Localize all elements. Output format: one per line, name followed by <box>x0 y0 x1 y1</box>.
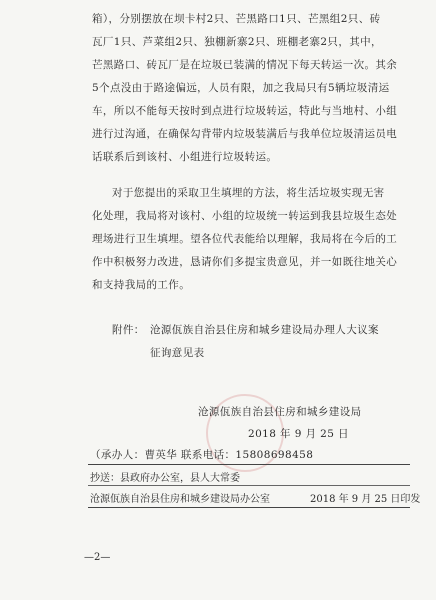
body-line: 理场进行卫生填埋。望各位代表能给以理解，我局将在今后的工 <box>92 233 398 245</box>
attachment-label: 附件： <box>112 324 145 336</box>
body-line: 箱），分别摆放在坝卡村2只、芒黑路口1只、芒黑组2只、砖 <box>92 13 381 25</box>
signature-date: 2018 年 9 月 25 日 <box>248 428 349 440</box>
cc-line: 抄送：县政府办公室，县人大常委 <box>90 473 240 484</box>
body-line: 进行过沟通，在确保勾背带内垃圾装满后与我单位垃圾清运员电 <box>92 128 398 140</box>
body-line: 芒黑路口、砖瓦厂是在垃圾已装满的情况下每天转运一次。其余 <box>92 59 398 71</box>
page-number: —2— <box>84 552 111 563</box>
body-line: 化处理，我局将对该村、小组的垃圾统一转运到我县垃圾生态处 <box>92 210 398 222</box>
issuer: 沧源佤族自治县住房和城乡建设局办公室 <box>90 494 270 505</box>
body-line: 作中积极努力改进，恳请你们多提宝贵意见，并一如既往地关心 <box>92 256 398 268</box>
divider <box>88 485 410 486</box>
body-line: 和支持我局的工作。 <box>92 279 191 291</box>
divider <box>88 507 410 508</box>
attachment-title: 沧源佤族自治县住房和城乡建设局办理人大议案 <box>150 324 379 336</box>
body-line: 5个点没由于路途偏远，人员有限，加之我局只有5辆垃圾清运 <box>92 82 390 94</box>
attachment-title-cont: 征询意见表 <box>150 347 205 359</box>
divider <box>88 464 410 465</box>
contact-info: （承办人：曹英华 联系电话：15808698458 <box>90 449 314 461</box>
body-line: 话联系后到该村、小组进行垃圾转运。 <box>92 151 278 163</box>
issue-date: 2018 年 9 月 25 日印发 <box>310 494 421 505</box>
signature-org: 沧源佤族自治县住房和城乡建设局 <box>198 406 362 418</box>
body-line: 车，所以不能每天按时到点进行垃圾转运，特此与当地村、小组 <box>92 105 398 117</box>
body-line: 对于您提出的采取卫生填埋的方法，将生活垃圾实现无害 <box>112 187 385 199</box>
body-line: 瓦厂1只、芦菜组2只、独棚新寨2只、班棚老寨2只，其中， <box>92 36 382 48</box>
